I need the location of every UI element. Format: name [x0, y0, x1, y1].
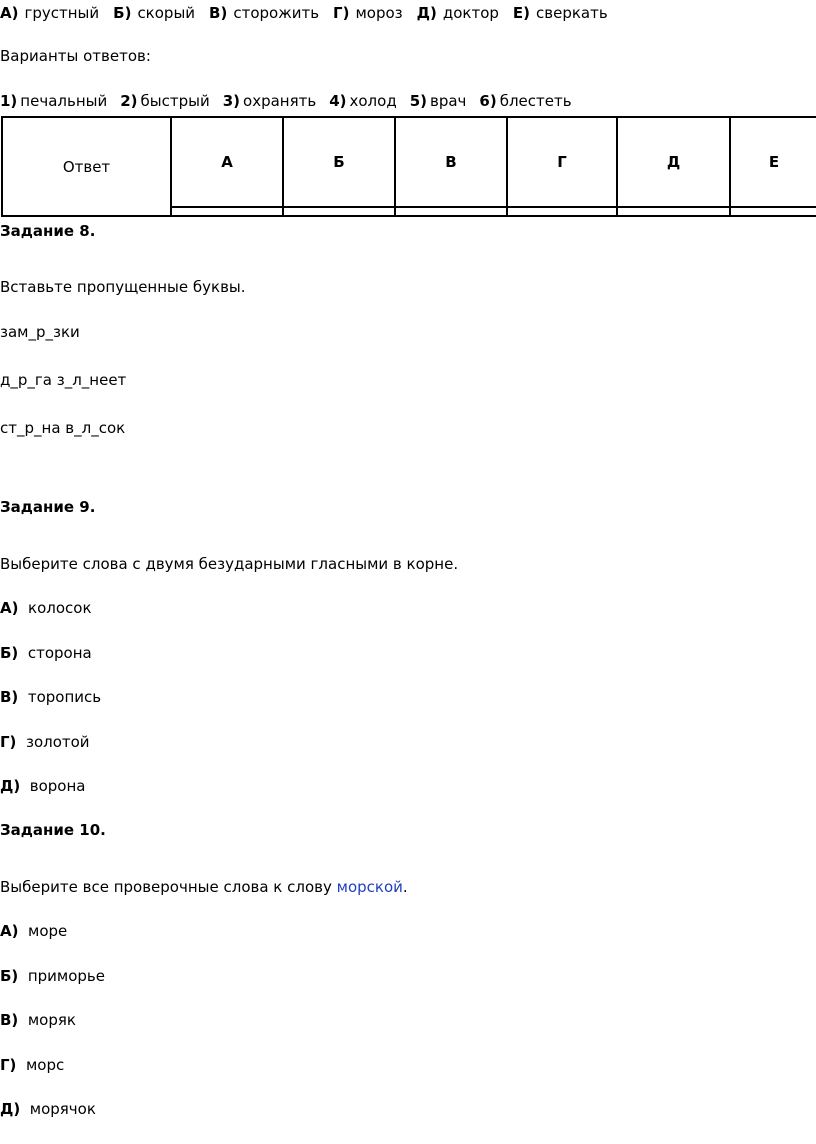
highlighted-word: морской — [336, 878, 403, 896]
option-text: золотой — [25, 733, 90, 751]
task9-option — [0, 687, 101, 707]
option-text: сторона — [27, 644, 92, 662]
task10-option — [0, 1099, 96, 1119]
task8-line: д_р_га з_л_неет — [0, 371, 127, 389]
word-label: Д) — [416, 4, 437, 22]
word-label: В) — [209, 4, 228, 22]
word-item — [333, 4, 403, 22]
option-text: врач — [430, 92, 467, 110]
option-label: Г) — [0, 733, 17, 751]
option-label: А) — [0, 599, 19, 617]
task8-instruction: Вставьте пропущенные буквы. — [0, 278, 246, 296]
word-text: мороз — [355, 4, 403, 22]
table-header-cell: В — [395, 117, 507, 207]
option-label: Б) — [0, 967, 19, 985]
task10-option — [0, 921, 67, 941]
option-text: холод — [349, 92, 397, 110]
answer-row-label: Ответ — [2, 117, 171, 216]
option-text: охранять — [243, 92, 317, 110]
task8-title: Задание 8. — [0, 222, 96, 240]
option-text: моряк — [27, 1011, 76, 1029]
table-header-cell: Г — [507, 117, 617, 207]
word-text: грустный — [24, 4, 100, 22]
instruction-text: Выберите все проверочные слова к слову — [0, 878, 337, 896]
task9-option — [0, 732, 90, 752]
option-item — [329, 92, 397, 110]
task10-title: Задание 10. — [0, 821, 106, 839]
option-label: 2) — [120, 92, 138, 110]
word-item — [209, 4, 319, 22]
option-label: В) — [0, 1011, 19, 1029]
word-item — [513, 4, 608, 22]
option-label: 5) — [409, 92, 427, 110]
option-text: приморье — [27, 967, 106, 985]
option-label: 4) — [329, 92, 347, 110]
answer-cell[interactable] — [283, 207, 395, 216]
option-label: 1) — [0, 92, 18, 110]
option-text: море — [28, 922, 68, 940]
word-text: доктор — [442, 4, 499, 22]
table-header-cell: А — [171, 117, 283, 207]
option-text: блестеть — [499, 92, 572, 110]
word-text: сторожить — [233, 4, 320, 22]
task10-option — [0, 966, 105, 986]
option-item — [479, 92, 571, 110]
answer-cell[interactable] — [617, 207, 730, 216]
instruction-punct: . — [402, 878, 408, 896]
word-label: А) — [0, 4, 19, 22]
option-text: печальный — [20, 92, 108, 110]
options-line — [0, 91, 585, 111]
option-text: торопись — [27, 688, 102, 706]
task10-option — [0, 1055, 64, 1075]
answer-cell[interactable] — [171, 207, 283, 216]
word-label: Г) — [333, 4, 350, 22]
option-label: 3) — [222, 92, 241, 110]
option-label: А) — [0, 922, 19, 940]
option-item — [120, 92, 210, 110]
words-line — [0, 3, 622, 23]
word-label: Е) — [512, 4, 531, 22]
option-text: колосок — [28, 599, 92, 617]
word-text: скорый — [137, 4, 196, 22]
option-label: В) — [0, 688, 19, 706]
option-label: Б) — [0, 644, 19, 662]
word-text: сверкать — [536, 4, 608, 22]
variants-title: Варианты ответов: — [0, 47, 151, 65]
option-item — [223, 92, 316, 110]
task8-line: зам_р_зки — [0, 323, 80, 341]
option-text: быстрый — [140, 92, 210, 110]
task9-option — [0, 643, 92, 663]
option-text: морс — [25, 1056, 65, 1074]
word-item — [0, 4, 99, 22]
task9-option — [0, 598, 92, 618]
answer-cell[interactable] — [395, 207, 507, 216]
table-header-cell: Б — [283, 117, 395, 207]
option-item — [0, 92, 107, 110]
task9-title: Задание 9. — [0, 498, 96, 516]
option-item — [410, 92, 467, 110]
word-item — [417, 4, 499, 22]
task9-option — [0, 776, 85, 796]
option-label: Д) — [0, 1100, 21, 1118]
option-label: Д) — [0, 777, 21, 795]
option-label: Г) — [0, 1056, 17, 1074]
task9-instruction: Выберите слова с двумя безударными гласными в корне. — [0, 555, 459, 573]
table-header-cell: Е — [730, 117, 816, 207]
option-label: 6) — [479, 92, 497, 110]
word-item — [113, 4, 195, 22]
task10-option — [0, 1010, 76, 1030]
table-header-cell: Д — [617, 117, 730, 207]
answer-table — [1, 116, 816, 217]
word-label: Б) — [113, 4, 132, 22]
task10-instruction — [0, 877, 408, 897]
option-text: морячок — [29, 1100, 96, 1118]
answer-cell[interactable] — [507, 207, 617, 216]
option-text: ворона — [29, 777, 86, 795]
table-row — [2, 117, 816, 207]
task8-line: ст_р_на в_л_сок — [0, 419, 126, 437]
answer-cell[interactable] — [730, 207, 816, 216]
